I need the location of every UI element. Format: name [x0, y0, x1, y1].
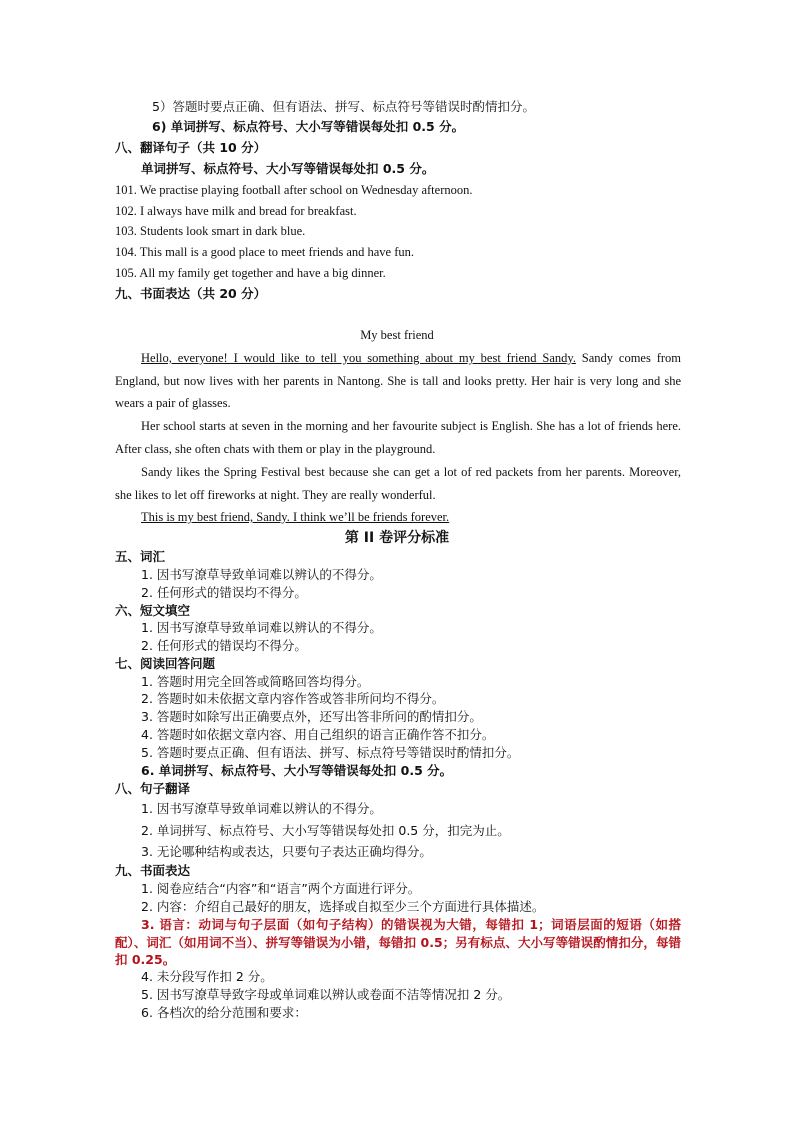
section-8b-item-2: 2. 单词拼写、标点符号、大小写等错误每处扣 0.5 分，扣完为止。 — [141, 823, 510, 838]
essay-title: My best friend — [360, 328, 434, 342]
section-9b-item-5: 5. 因书写潦草导致字母或单词难以辨认或卷面不洁等情况扣 2 分。 — [141, 987, 511, 1002]
section-7-item-1: 1. 答题时用完全回答或简略回答均得分。 — [141, 674, 370, 689]
section-7-heading: 七、阅读回答问题 — [115, 656, 216, 671]
marking-rule-5: 5）答题时要点正确、但有语法、拼写、标点符号等错误时酌情扣分。 — [152, 99, 535, 114]
essay-paragraph-1 — [115, 347, 681, 415]
section-9b-item-2: 2. 内容：介绍自己最好的朋友，选择或自拟至少三个方面进行具体描述。 — [141, 899, 545, 914]
essay-paragraph-4 — [115, 506, 681, 529]
translation-103: 103. Students look smart in dark blue. — [115, 224, 306, 238]
section-6-heading: 六、短文填空 — [115, 603, 191, 618]
translation-104: 104. This mall is a good place to meet friends and have fun. — [115, 245, 414, 259]
section-8b-item-1: 1. 因书写潦草导致单词难以辨认的不得分。 — [141, 801, 382, 816]
marking-rule-6: 6) 单词拼写、标点符号、大小写等错误每处扣 0.5 分。 — [152, 119, 465, 134]
essay-paragraph-3: Sandy likes the Spring Festival best because she can get a lot of red packets from her parents. Moreover, she likes to let off fireworks at night. They are really wonderful. — [115, 465, 681, 502]
essay-opening-sentence: Hello, everyone! I would like to tell you something about my best friend Sandy. — [141, 351, 576, 365]
section-5-item-1: 1. 因书写潦草导致单词难以辨认的不得分。 — [141, 567, 382, 582]
translation-101: 101. We practise playing football after school on Wednesday afternoon. — [115, 183, 473, 197]
section-7-item-4: 4. 答题时如依据文章内容、用自己组织的语言正确作答不扣分。 — [141, 727, 495, 742]
section-8-note: 单词拼写、标点符号、大小写等错误每处扣 0.5 分。 — [141, 161, 435, 176]
section-8b-heading: 八、句子翻译 — [115, 781, 191, 796]
section-8-heading: 八、翻译句子（共 10 分） — [115, 140, 267, 155]
section-9b-item-6: 6. 各档次的给分范围和要求： — [141, 1005, 307, 1020]
essay-closing-sentence: This is my best friend, Sandy. I think we’ll be friends forever. — [141, 510, 450, 524]
translation-102: 102. I always have milk and bread for breakfast. — [115, 204, 357, 218]
section-6-item-2: 2. 任何形式的错误均不得分。 — [141, 638, 307, 653]
section-7-item-2: 2. 答题时如未依据文章内容作答或答非所问均不得分。 — [141, 691, 445, 706]
essay-paragraph-1-rest: Sandy comes from England, but now lives with her parents in Nantong. She is tall and looks pretty. Her hair is very long and she wears a pair of glasses. — [115, 351, 681, 410]
translation-105: 105. All my family get together and have a big dinner. — [115, 266, 386, 280]
section-5-item-2: 2. 任何形式的错误均不得分。 — [141, 585, 307, 600]
part-2-title: 第 II 卷评分标准 — [344, 530, 450, 546]
section-9-heading: 九、书面表达（共 20 分） — [115, 286, 267, 301]
section-8b-item-3: 3. 无论哪种结构或表达，只要句子表达正确均得分。 — [141, 844, 432, 859]
section-9b-item-1: 1. 阅卷应结合“内容”和“语言”两个方面进行评分。 — [141, 881, 421, 896]
section-7-item-5: 5. 答题时要点正确、但有语法、拼写、标点符号等错误时酌情扣分。 — [141, 745, 520, 760]
section-7-item-6: 6. 单词拼写、标点符号、大小写等错误每处扣 0.5 分。 — [141, 763, 453, 778]
section-6-item-1: 1. 因书写潦草导致单词难以辨认的不得分。 — [141, 620, 382, 635]
section-5-heading: 五、词汇 — [115, 549, 166, 564]
section-9b-item-3: 3. 语言：动词与句子层面（如句子结构）的错误视为大错，每错扣 1；词语层面的短语（如搭配）、词汇（如用词不当）、拼写等错误为小错，每错扣 0.5；另有标点、大小写等错误酌情扣分，每错扣 0.25。 — [115, 917, 681, 967]
section-9b-heading: 九、书面表达 — [115, 863, 191, 878]
section-9b-item-4: 4. 未分段写作扣 2 分。 — [141, 969, 273, 984]
essay-paragraph-2: Her school starts at seven in the morning and her favourite subject is English. She has a lot of friends here. After class, she often chats with them or play in the playground. — [115, 419, 681, 456]
section-7-item-3: 3. 答题时如除写出正确要点外，还写出答非所问的酌情扣分。 — [141, 709, 482, 724]
